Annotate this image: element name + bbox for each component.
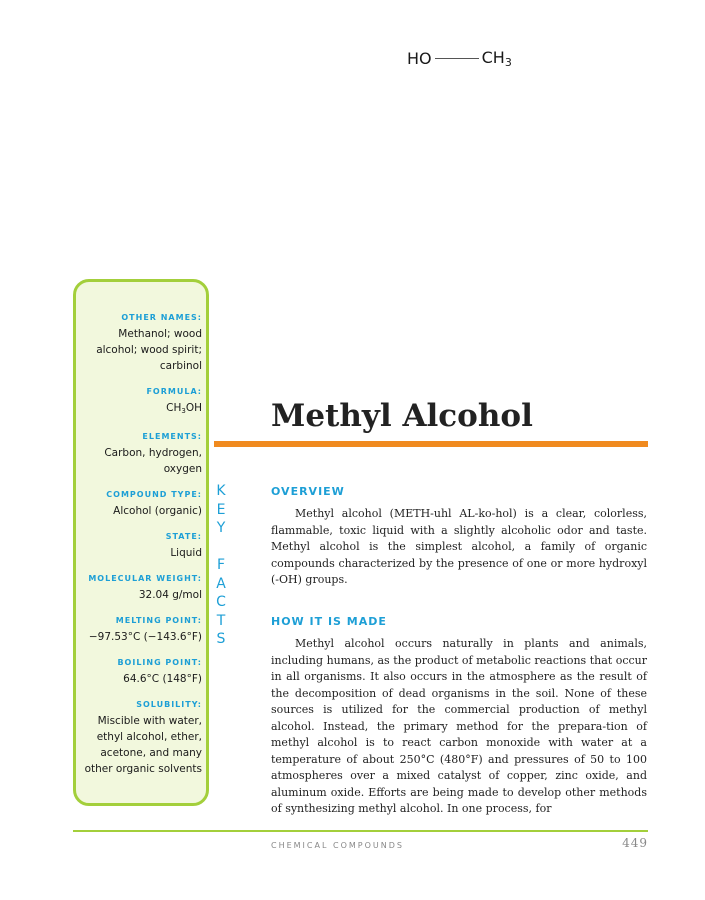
banner-letter: A	[216, 575, 226, 592]
fact-label: FORMULA:	[146, 387, 202, 396]
fact-label: MOLECULAR WEIGHT:	[88, 574, 202, 583]
formula-part: OH	[185, 402, 202, 414]
fact-value: 32.04 g/mol	[138, 589, 202, 601]
banner-letter: C	[216, 594, 226, 610]
fact-boiling-point	[76, 657, 202, 687]
banner-letter: T	[216, 612, 226, 629]
fact-value: Alcohol (organic)	[113, 505, 202, 517]
fact-value: 64.6°C (148°F)	[123, 673, 202, 685]
banner-letter: K	[216, 483, 226, 499]
fact-label: COMPOUND TYPE:	[106, 490, 202, 499]
running-head: CHEMICAL COMPOUNDS	[271, 841, 404, 850]
banner-letter: F	[216, 557, 226, 573]
single-bond-line	[435, 58, 479, 59]
fact-label: OTHER NAMES:	[121, 313, 202, 322]
fact-value: Carbon, hydrogen, oxygen	[104, 447, 202, 475]
fact-value: Methanol; wood alcohol; wood spirit; carbinol	[96, 328, 202, 372]
banner-letter: E	[216, 501, 226, 518]
banner-letter: Y	[216, 520, 226, 536]
fact-value: Miscible with water, ethyl alcohol, ether, acetone, and many other organic solvents	[84, 715, 202, 775]
structural-formula	[407, 48, 512, 69]
fact-formula	[76, 386, 202, 419]
fact-label: MELTING POINT:	[115, 616, 202, 625]
fact-elements	[76, 431, 202, 477]
formula-part: CH	[166, 402, 182, 414]
fact-solubility	[76, 699, 202, 777]
fact-value	[76, 400, 202, 419]
key-facts-sidebar	[73, 279, 209, 806]
fact-molecular-weight	[76, 573, 202, 603]
fact-label: SOLUBILITY:	[136, 700, 202, 709]
overview-heading: OVERVIEW	[271, 485, 345, 498]
how-made-paragraph: Methyl alcohol occurs naturally in plants and animals, including humans, as the product of metabolic reactions that occur in all organisms. It also occurs in the atmosphere as the result of the decomposition of dead organisms in the soil. None of these sources is utilized for the commercial production of methyl alcohol. Instead, the primary method for the prepara-tion of methyl alcohol is to react carbon monoxide with water at a temperature of about 250°C (480°F) and pressures of 50 to 100 atmospheres over a mixed catalyst of copper, zinc oxide, and aluminum oxide. Efforts are being made to develop other methods of synthesizing methyl alcohol. In one process, for	[271, 637, 647, 815]
banner-spacer	[214, 538, 228, 557]
fact-other-names	[76, 312, 202, 374]
fact-melting-point	[76, 615, 202, 645]
fact-compound-type	[76, 489, 202, 519]
fact-label: BOILING POINT:	[117, 658, 202, 667]
methyl-group	[482, 48, 512, 69]
key-facts-banner	[214, 482, 228, 649]
fact-label: STATE:	[165, 532, 202, 541]
banner-letter: S	[216, 631, 226, 647]
overview-paragraph: Methyl alcohol (METH-uhl AL-ko-hol) is a clear, colorless, flammable, toxic liquid with a slightly alcoholic odor and taste. Methyl alcohol is the simplest alcohol, a family of organic compounds characterized by the presence of one or more hydroxyl (-OH) groups.	[271, 507, 647, 586]
methyl-group-subscript: 3	[504, 56, 512, 69]
formula-subscript: 3	[181, 407, 186, 415]
title-rule	[214, 441, 648, 447]
fact-state	[76, 531, 202, 561]
page-title: Methyl Alcohol	[271, 398, 533, 434]
how-made-heading: HOW IT IS MADE	[271, 615, 387, 628]
footer-rule	[73, 830, 648, 832]
methyl-group-text: CH	[481, 48, 505, 67]
hydroxyl-group: HO	[407, 49, 432, 68]
fact-value: Liquid	[170, 547, 202, 559]
page-number: 449	[622, 836, 648, 850]
fact-label: ELEMENTS:	[142, 432, 202, 441]
fact-value: −97.53°C (−143.6°F)	[88, 631, 202, 643]
